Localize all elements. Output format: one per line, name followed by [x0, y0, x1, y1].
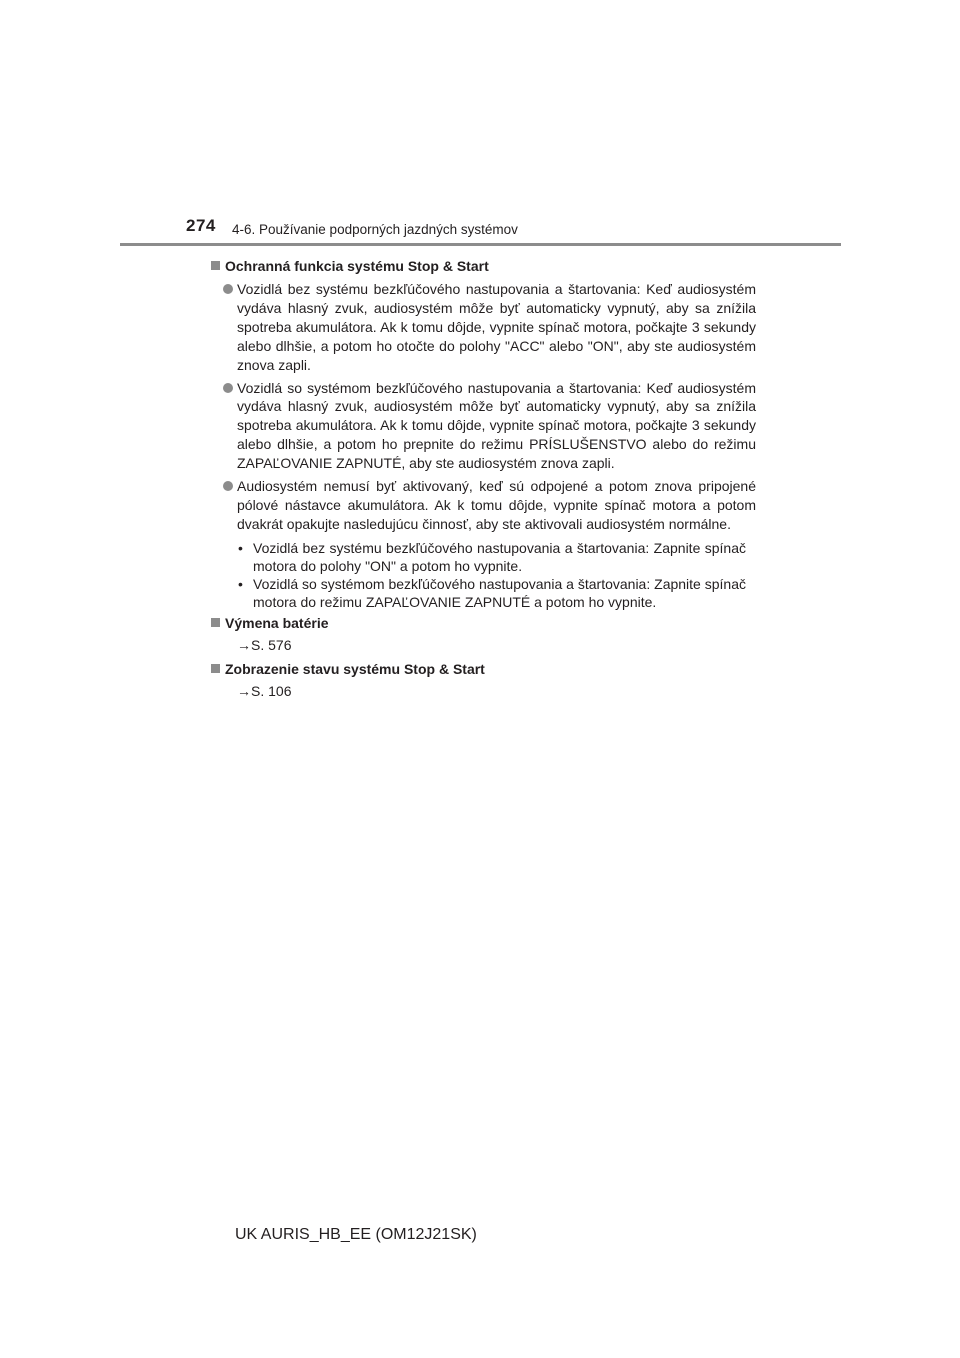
section-heading-battery-replacement — [211, 613, 756, 633]
page-number: 274 — [186, 216, 216, 235]
sub-list-item-text: Vozidlá so systémom bezkľúčového nastupovania a štartovania: Zapnite spínač motora do režimu ZAPAĽOVANIE ZAPNUTÉ a potom ho vypnite. — [253, 575, 746, 610]
document-code: UK AURIS_HB_EE (OM12J21SK) — [235, 1226, 477, 1243]
dot-bullet-icon: • — [238, 575, 243, 592]
section-heading-stop-start-protection — [211, 256, 756, 276]
square-bullet-icon — [211, 261, 220, 270]
sub-list-item-text: Vozidlá bez systému bezkľúčového nastupovania a štartovania: Zapnite spínač motora do polohy "ON" a potom ho vypnite. — [253, 539, 746, 574]
page-content — [211, 254, 756, 705]
circle-bullet-icon — [223, 481, 233, 491]
list-item — [211, 379, 756, 474]
dot-bullet-icon: • — [238, 539, 243, 556]
list-item-text: Audiosystém nemusí byť aktivovaný, keď sú odpojené a potom znova pripojené pólové nástavce akumulátora. Ak k tomu dôjde, vypnite spínač motora a potom dvakrát opakujte nasledujúcu činnosť, aby ste aktivovali audiosystém normálne. — [237, 478, 756, 532]
circle-bullet-icon — [223, 383, 233, 393]
header-divider — [120, 243, 841, 246]
list-item-text: Vozidlá bez systému bezkľúčového nastupovania a štartovania: Keď audiosystém vydáva hlasný zvuk, audiosystém môže byť automaticky vypnutý, aby sa znížila spotreba akumulátora. Ak k tomu dôjde, vypnite spínač motora, počkajte 3 sekundy alebo dlhšie, a potom ho otočte do polohy "ACC" alebo "ON", aby ste audiosystém znova zapli. — [237, 281, 756, 373]
section-heading-text: Ochranná funkcia systému Stop & Start — [225, 258, 489, 274]
section-heading-text: Výmena batérie — [225, 614, 329, 631]
square-bullet-icon — [211, 618, 220, 627]
section-heading-status-display — [211, 659, 756, 679]
sub-list-item — [237, 539, 746, 575]
list-item-text: Vozidlá so systémom bezkľúčového nastupovania a štartovania: Keď audiosystém vydáva hlasný zvuk, audiosystém môže byť automaticky vypnutý, aby sa znížila spotreba akumulátora. Ak k tomu dôjde, vypnite spínač motora, počkajte 3 sekundy alebo dlhšie, a potom ho prepnite do režimu PRÍSLUŠENSTVO alebo do režimu ZAPAĽOVANIE ZAPNUTÉ, aby ste audiosystém znova zapli. — [237, 379, 756, 472]
section-heading-text: Zobrazenie stavu systému Stop & Start — [225, 660, 485, 677]
square-bullet-icon — [211, 664, 220, 673]
sub-list-item — [237, 575, 746, 611]
page-reference-link[interactable]: →S. 576 — [237, 636, 292, 653]
circle-bullet-icon — [223, 284, 233, 294]
sub-list — [211, 539, 756, 611]
list-item — [211, 477, 756, 534]
list-item — [211, 280, 756, 375]
page-reference-link[interactable]: →S. 106 — [237, 682, 292, 699]
chapter-title: 4-6. Používanie podporných jazdných systémov — [232, 222, 518, 237]
